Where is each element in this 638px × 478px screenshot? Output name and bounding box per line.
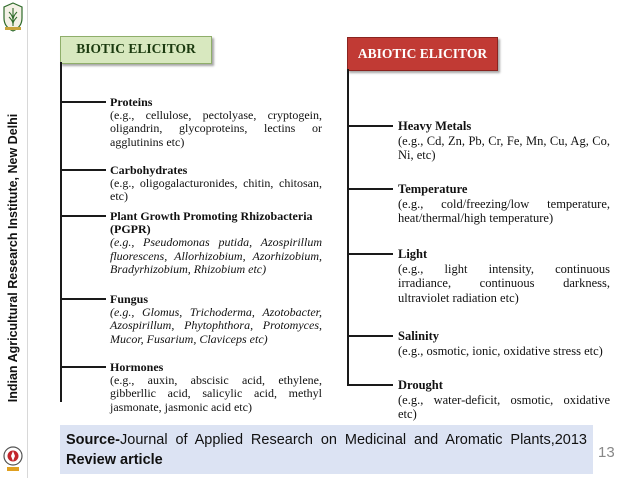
item-heading: Proteins [110,95,153,109]
biotic-item-proteins [110,96,322,149]
item-examples: (e.g., auxin, abscisic acid, ethylene, gibberllic acid, salicylic acid, methyl jasmonate, jasmonic acid etc) [110,373,322,414]
abiotic-item-salinity [398,329,610,358]
item-examples: (e.g., oligogalacturonides, chitin, chitosan, etc) [110,176,322,204]
item-examples: (e.g., cold/freezing/low temperature, heat/thermal/high temperature) [398,196,610,225]
item-heading: Hormones [110,360,164,374]
abiotic-item-temperature [398,182,610,226]
item-examples: (e.g., light intensity, continuous irradiance, continuous darkness, ultraviolet radiation etc) [398,261,610,305]
biotic-item-pgpr [110,210,322,276]
institute-logo-icon [2,2,24,32]
abiotic-branch-line [347,335,393,337]
item-examples: (e.g., Glomus, Trichoderma, Azotobacter, Azospirillum, Phytophthora, Protomyces, Mucor, Fusarium, Claviceps etc) [110,305,322,346]
source-citation [60,425,593,474]
biotic-branch-line [60,366,106,368]
biotic-branch-line [60,215,106,217]
biotic-item-hormones [110,361,322,414]
item-heading: Fungus [110,292,149,306]
abiotic-branch-line [347,188,393,190]
item-examples: (e.g., Pseudomonas putida, Azospirillum fluorescens, Allorhizobium, Azorhizobium, Bradyrhizobium, Rhizobium etc) [110,235,322,276]
item-heading: Carbohydrates [110,163,188,177]
item-examples: (e.g., cellulose, pectolyase, cryptogein, oligandrin, glycoproteins, lectins or agglutinins etc) [110,108,322,149]
item-heading: Drought [398,378,443,392]
item-heading: Light [398,247,428,261]
abiotic-branch-line [347,253,393,255]
source-text: Journal of Applied Research on Medicinal and Aromatic Plants,2013 [120,432,587,448]
biotic-trunk-line [60,62,62,402]
source-type: Review article [66,452,163,468]
abiotic-elicitor-box: ABIOTIC ELICITOR [347,37,498,71]
biotic-item-fungus [110,293,322,346]
item-examples: (e.g., water-deficit, osmotic, oxidative etc) [398,392,610,421]
abiotic-item-heavy-metals [398,119,610,163]
item-heading: Plant Growth Promoting Rhizobacteria (PGPR) [110,209,313,237]
abiotic-branch-line [347,125,393,127]
institute-sidebar [0,0,28,478]
abiotic-item-drought [398,378,610,422]
emblem-icon [2,442,24,474]
abiotic-trunk-line [347,69,349,385]
abiotic-branch-line [347,384,393,386]
item-heading: Temperature [398,182,468,196]
biotic-branch-line [60,169,106,171]
elicitor-diagram [30,0,638,420]
abiotic-item-light [398,247,610,305]
biotic-branch-line [60,298,106,300]
item-examples: (e.g., Cd, Zn, Pb, Cr, Fe, Mn, Cu, Ag, Co, Ni, etc) [398,133,610,162]
page-number: 13 [598,444,615,461]
item-heading: Heavy Metals [398,119,472,133]
biotic-elicitor-box: BIOTIC ELICITOR [60,36,212,64]
item-heading: Salinity [398,329,439,343]
source-label: Source- [66,432,120,448]
item-examples: (e.g., osmotic, ionic, oxidative stress etc) [398,343,603,358]
biotic-branch-line [60,101,106,103]
biotic-item-carbohydrates [110,164,322,204]
institute-name: Indian Agricultural Research Institute, New Delhi [6,113,20,403]
